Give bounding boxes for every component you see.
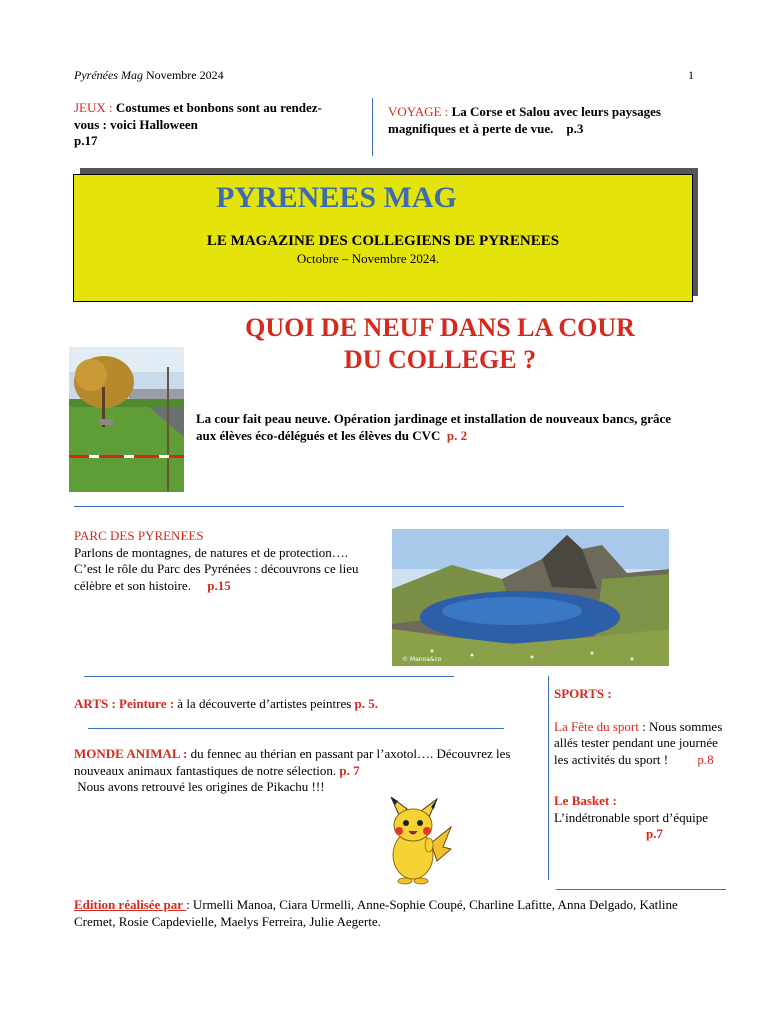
cover-text-body: La cour fait peau neuve. Opération jardinage et installation de nouveaux bancs, grâce aux élèves éco-délégués et les élèves du CVC bbox=[196, 411, 671, 443]
arts-page: p. 5. bbox=[354, 696, 379, 711]
cover-headline-line2: DU COLLEGE ? bbox=[343, 345, 537, 374]
teaser-voyage[interactable] bbox=[388, 104, 698, 137]
sports-fete-text: : Nous sommes allés tester pendant une journée les activités du sport ! bbox=[554, 718, 723, 767]
cover-text-page: p. 2 bbox=[446, 428, 468, 443]
courtyard-photo bbox=[69, 347, 184, 492]
sports-basket-text: L’indétronable sport d’équipe bbox=[554, 809, 709, 825]
cover-headline-line1: QUOI DE NEUF DANS LA COUR bbox=[245, 313, 635, 342]
page-number: 1 bbox=[688, 68, 694, 82]
photo-credit: © Manoa&co bbox=[402, 656, 442, 663]
rule-4 bbox=[556, 889, 726, 890]
parc-section[interactable] bbox=[74, 528, 388, 594]
pyrenees-photo bbox=[392, 529, 669, 666]
parc-page: p.15 bbox=[207, 577, 231, 593]
masthead-date: Octobre – Novembre 2024. bbox=[296, 251, 440, 266]
monde-animal-page: p. 7 bbox=[339, 762, 360, 778]
cover-text[interactable] bbox=[196, 410, 686, 444]
monde-animal-label: MONDE ANIMAL : bbox=[74, 746, 191, 761]
parc-title: PARC DES PYRENEES bbox=[74, 528, 204, 543]
header-issue: Novembre 2024 bbox=[145, 68, 224, 82]
sports-fete[interactable] bbox=[554, 719, 724, 769]
monde-animal-text-1: du fennec au thérian en passant par l’axotol…. Découvrez les nouveaux animaux fantastiques de notre sélection. bbox=[74, 746, 511, 778]
teaser-voyage-label: VOYAGE : bbox=[388, 104, 452, 119]
rule-1 bbox=[74, 506, 624, 507]
cover-headline bbox=[190, 312, 690, 376]
sports-fete-page: p.8 bbox=[697, 751, 714, 767]
sports-basket-page: p.7 bbox=[646, 826, 663, 841]
arts-text: à la découverte d’artistes peintres bbox=[177, 696, 352, 711]
masthead-subtitle: LE MAGAZINE DES COLLEGIENS DE PYRENEES bbox=[206, 233, 560, 249]
sports-basket[interactable] bbox=[554, 793, 724, 843]
teaser-divider bbox=[372, 98, 373, 156]
parc-text-2: C’est le rôle du Parc des Pyrénées : découvrons ce lieu célèbre et son histoire. bbox=[74, 561, 359, 593]
credits-label: Edition réalisée par bbox=[74, 897, 187, 912]
sports-section[interactable] bbox=[554, 686, 724, 843]
teaser-jeux-text: Costumes et bonbons sont au rendez-vous : voici Halloween bbox=[74, 100, 322, 132]
monde-animal-section[interactable] bbox=[74, 746, 520, 796]
credits-names: : Urmelli Manoa, Ciara Urmelli, Anne-Sophie Coupé, Charline Lafitte, Anna Delgado, Katline Cremet, Rosie Capdevielle, Maelys Ferreira, Julie Aegerte. bbox=[74, 897, 678, 929]
teaser-voyage-text: La Corse et Salou avec leurs paysages magnifiques et à perte de vue. bbox=[388, 104, 661, 136]
teaser-voyage-page: p.3 bbox=[566, 120, 584, 136]
pikachu-illustration bbox=[385, 797, 455, 885]
masthead-title: PYRENEES MAG bbox=[216, 181, 457, 214]
arts-section[interactable] bbox=[74, 696, 514, 713]
sports-basket-label: Le Basket : bbox=[554, 793, 617, 808]
running-header bbox=[74, 68, 224, 83]
rule-2 bbox=[84, 676, 454, 677]
sports-title: SPORTS : bbox=[554, 686, 612, 701]
masthead-box bbox=[73, 174, 693, 302]
rule-3 bbox=[88, 728, 504, 729]
teaser-jeux[interactable] bbox=[74, 100, 344, 150]
header-mag-name: Pyrénées Mag bbox=[74, 68, 143, 82]
arts-label: ARTS : Peinture : bbox=[74, 696, 178, 711]
sports-fete-label: La Fête du sport bbox=[554, 718, 639, 734]
parc-text-1: Parlons de montagnes, de natures et de protection…. bbox=[74, 544, 349, 560]
teaser-jeux-page: p.17 bbox=[74, 133, 98, 148]
teaser-jeux-label: JEUX : bbox=[74, 100, 116, 115]
credits bbox=[74, 897, 700, 930]
monde-animal-text-2: Nous avons retrouvé les origines de Pikachu !!! bbox=[77, 779, 325, 794]
sports-divider bbox=[548, 676, 549, 880]
